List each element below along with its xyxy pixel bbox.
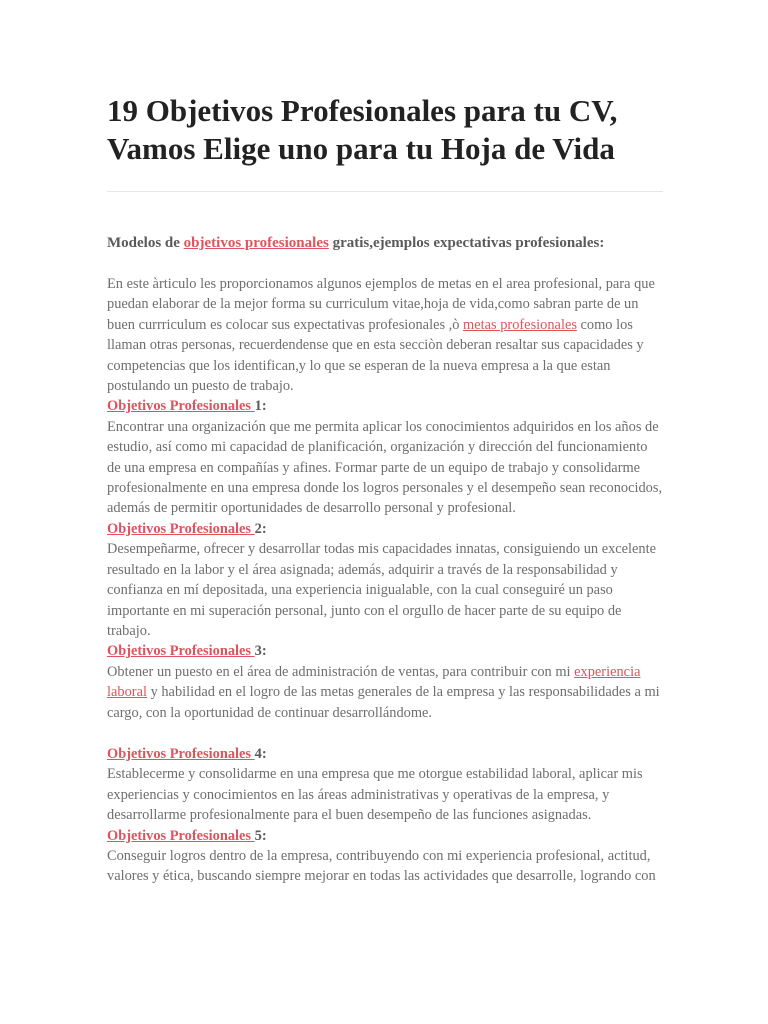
objetivos-profesionales-link[interactable]: objetivos profesionales (183, 235, 329, 251)
experiencia-laboral-link[interactable]: experiencia laboral (107, 663, 641, 701)
objective-1-heading (107, 396, 663, 416)
article-subtitle (107, 232, 663, 254)
objective-2-heading-link[interactable]: Objetivos Profesionales (107, 520, 255, 537)
page-title: 19 Objetivos Profesionales para tu CV, Vamos Elige uno para tu Hoja de Vida (107, 93, 618, 166)
subtitle-text-after: gratis,ejemplos expectativas profesionales: (328, 235, 605, 251)
objective-4-heading (107, 744, 663, 764)
objective-5-heading (107, 826, 663, 846)
intro-text-before: En este àrticulo les proporcionamos algunos ejemplos de metas en el area profesional, para que puedan elaborar de la mejor forma su curriculum vitae,hoja de vida,como sabran parte de un buen currriculum es colocar sus expectativas profesionales ,ò (107, 276, 655, 333)
objective-3-number: 3 (254, 643, 262, 660)
objective-2-text: Desempeñarme, ofrecer y desarrollar todas mis capacidades innatas, consiguiendo un excelente resultado en la labor y el área asignada; además, adquirir a través de la responsabilidad y confianza en mí depositada, una experiencia inigualable, con la cual conseguiré un paso importante en mi superación personal, junto con el orgullo de hacer parte de su equipo de trabajo. (107, 541, 657, 639)
objective-3-heading-link[interactable]: Objetivos Profesionales (107, 643, 255, 660)
document-page (107, 0, 663, 887)
paragraph-spacer (107, 723, 663, 744)
objective-5-number: 5 (254, 827, 262, 844)
objective-3-text-before: Obtener un puesto en el área de administración de ventas, para contribuir con mi (107, 663, 575, 680)
objective-2-number: 2 (254, 520, 262, 537)
title-divider (107, 191, 663, 192)
objective-4-number: 4 (254, 745, 262, 762)
objective-3-heading (107, 641, 663, 661)
objective-2-heading (107, 519, 663, 539)
objective-5-text: Conseguir logros dentro de la empresa, contribuyendo con mi experiencia profesional, actitud, valores y ética, buscando siempre mejorar en todas las actividades que desarrolle, logrando con (107, 847, 656, 885)
objective-2-colon: : (261, 520, 267, 537)
objective-5-colon: : (261, 827, 267, 844)
intro-text-after: como los llaman otras personas, recuerdendense que en esta secciòn deberan resaltar sus capacidades y competencias que los identifican,y lo que se esperan de la nueva empresa a la que estan postulando un puesto de trabajo. (107, 316, 644, 395)
objective-1-text: Encontrar una organización que me permita aplicar los conocimientos adquiridos en los años de estudio, así como mi capacidad de planificación, organización y dirección del funcionamiento de una empresa en compañías y afines. Formar parte de un equipo de trabajo y consolidarme profesionalmente en una empresa donde los logros personales y el desempeño sean reconocidos, además de permitir oportunidades de desarrollo personal y profesional. (107, 418, 663, 517)
objective-4-colon: : (261, 745, 267, 762)
subtitle-text-before: Modelos de (107, 235, 184, 251)
objective-5-heading-link[interactable]: Objetivos Profesionales (107, 827, 255, 844)
objective-4-text: Establecerme y consolidarme en una empresa que me otorgue estabilidad laboral, aplicar mis experiencias y conocimientos en las áreas administrativas y operativas de la empresa, y desarrollarme profesionalmente para el buen desempeño de las funciones asignadas. (107, 766, 643, 824)
intro-paragraph (107, 274, 663, 396)
objective-1-colon: : (261, 398, 267, 415)
objective-3-text-after: y habilidad en el logro de las metas generales de la empresa y las responsabilidades a mi cargo, con la oportunidad de continuar desarrollándome. (107, 684, 660, 721)
objective-1-heading-link[interactable]: Objetivos Profesionales (107, 398, 255, 415)
objective-3-colon: : (261, 643, 267, 660)
objective-1-number: 1 (254, 398, 262, 415)
objective-3-text (107, 662, 663, 723)
metas-profesionales-link[interactable]: metas profesionales (463, 316, 577, 333)
article-body (107, 232, 663, 887)
objective-4-heading-link[interactable]: Objetivos Profesionales (107, 745, 255, 762)
